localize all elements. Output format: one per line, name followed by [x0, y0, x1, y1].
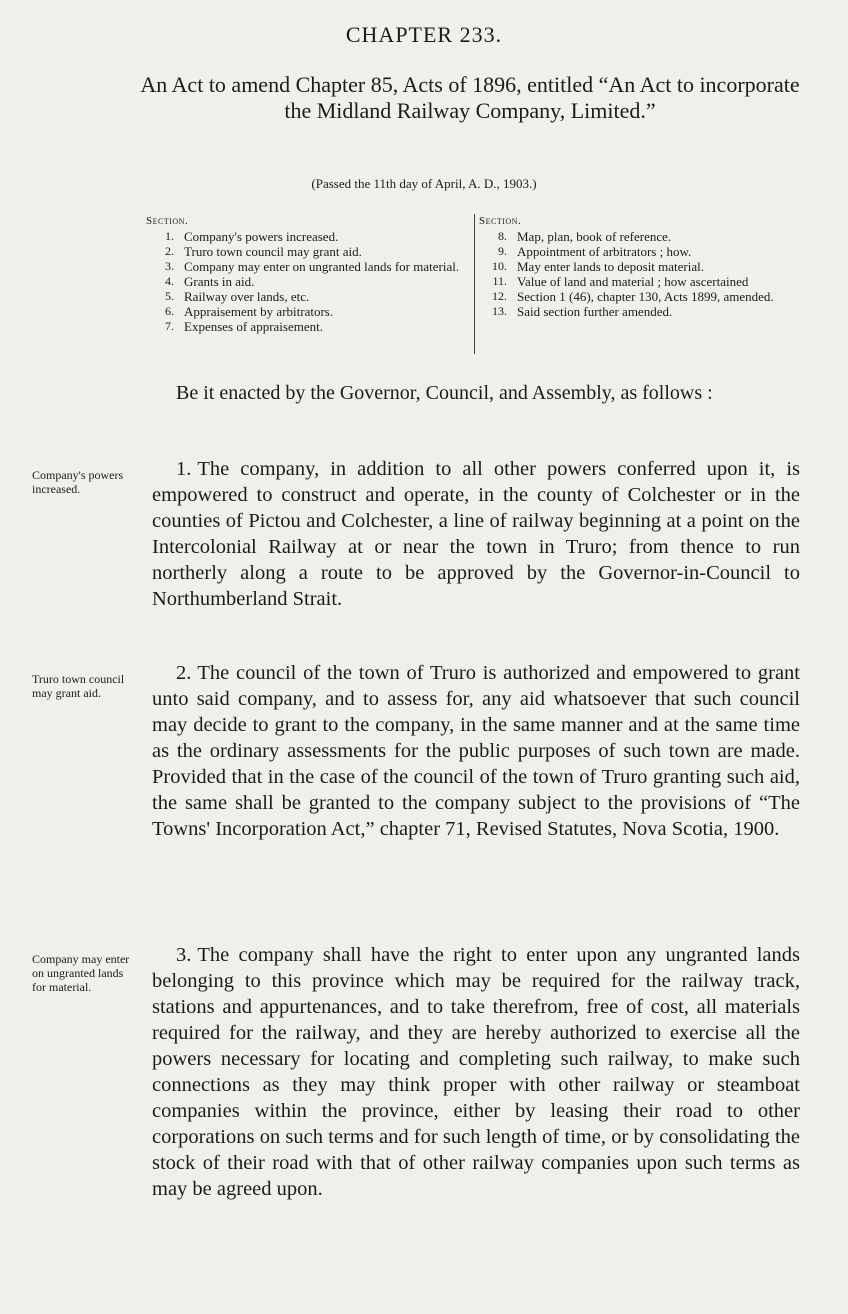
section-index-text: Company may enter on ungranted lands for material.: [184, 259, 460, 274]
section-index-heading: Section.: [146, 215, 189, 227]
section-paragraph: [152, 942, 800, 1202]
section-text: The company, in addition to all other powers conferred upon it, is empowered to construct and operate, in the county of Colchester or in the counties of Pictou and Colchester, a line of railway beginning at a point on the Intercolonial Railway at or near the town in Truro; from thence to run northerly along a route to be approved by the Governor-in-Council to Northumberland Strait.: [152, 458, 800, 610]
act-title: An Act to amend Chapter 85, Acts of 1896, entitled “An Act to incorporate the Midland Railway Company, Limited.”: [140, 72, 800, 123]
section-index-text: Company's powers increased.: [184, 229, 339, 244]
section-index-number: 9.: [498, 244, 507, 258]
section-index-item: [479, 259, 809, 274]
section-number: 1.: [176, 458, 192, 480]
section-index-number: 7.: [165, 319, 174, 333]
enacting-clause: Be it enacted by the Governor, Council, and Assembly, as follows :: [176, 382, 713, 404]
margin-note: Truro town council may grant aid.: [32, 672, 125, 700]
section-text: The council of the town of Truro is authorized and empowered to grant unto said company, and to assess for, any aid whatsoever that such council may decide to grant to the company, in the same manner and at the same time as the ordinary assessments for the public purposes of such town are made. Provided that in the case of the council of the town of Truro granting such aid, the same shall be granted to the company subject to the provisions of “The Towns' Incorporation Act,” chapter 71, Revised Statutes, Nova Scotia, 1900.: [152, 662, 800, 840]
section-index-text: Railway over lands, etc.: [184, 289, 310, 304]
section-index-number: 8.: [498, 229, 507, 243]
section-index-text: Value of land and material ; how ascertained: [517, 274, 749, 289]
section-index-item: [146, 304, 468, 319]
section-index-number: 3.: [165, 259, 174, 273]
section-index-number: 1.: [165, 229, 174, 243]
section-index-text: Appointment of arbitrators ; how.: [517, 244, 692, 259]
section-index-text: Appraisement by arbitrators.: [184, 304, 334, 319]
section-index-item: [146, 244, 468, 259]
section-index-number: 12.: [492, 289, 507, 303]
section-index-right: [474, 214, 809, 354]
section-number: 3.: [176, 944, 192, 966]
section-index-text: Truro town council may grant aid.: [184, 244, 362, 259]
section-index-item: [146, 229, 468, 244]
chapter-heading: CHAPTER 233.: [345, 22, 503, 47]
section-index-text: Section 1 (46), chapter 130, Acts 1899, amended.: [517, 289, 774, 304]
section-index-number: 10.: [492, 259, 507, 273]
section-index-text: May enter lands to deposit material.: [517, 259, 705, 274]
section-index-number: 6.: [165, 304, 174, 318]
section-index-item: [479, 289, 809, 304]
section-index-item: [146, 319, 468, 334]
section-index-number: 11.: [492, 274, 507, 288]
section-index-number: 2.: [165, 244, 174, 258]
section-paragraph: [152, 660, 800, 842]
passed-date: (Passed the 11th day of April, A. D., 1903.): [311, 176, 537, 191]
section-index-item: [479, 304, 809, 319]
section-index-left: [146, 214, 468, 334]
section-index-item: [479, 244, 809, 259]
margin-note: Company may enter on ungranted lands for material.: [32, 952, 130, 994]
section-index-number: 5.: [165, 289, 174, 303]
margin-note: Company's powers increased.: [32, 468, 124, 496]
section-index-number: 13.: [492, 304, 507, 318]
section-text: The company shall have the right to enter upon any ungranted lands belonging to this province which may be required for the railway track, stations and appurtenances, and to take therefrom, free of cost, all materials required for the railway, and they are hereby authorized to exercise all the powers necessary for locating and completing such railway, to make such connections as they may think proper with other railway or steamboat companies within the province, either by leasing their road to other corporations on such terms and for such length of time, or by consolidating the stock of their road with that of other railway companies upon such terms as may be agreed upon.: [152, 944, 800, 1200]
section-index-item: [479, 274, 809, 289]
section-index-item: [479, 229, 809, 244]
section-index-text: Map, plan, book of reference.: [517, 229, 672, 244]
section-index-item: [146, 289, 468, 304]
section-index-text: Expenses of appraisement.: [184, 319, 323, 334]
section-index-text: Grants in aid.: [184, 274, 255, 289]
section-index-text: Said section further amended.: [517, 304, 673, 319]
section-index-item: [146, 259, 468, 274]
section-index-heading: Section.: [479, 215, 522, 227]
section-number: 2.: [176, 662, 192, 684]
section-index-item: [146, 274, 468, 289]
section-index-number: 4.: [165, 274, 174, 288]
section-paragraph: [152, 456, 800, 612]
